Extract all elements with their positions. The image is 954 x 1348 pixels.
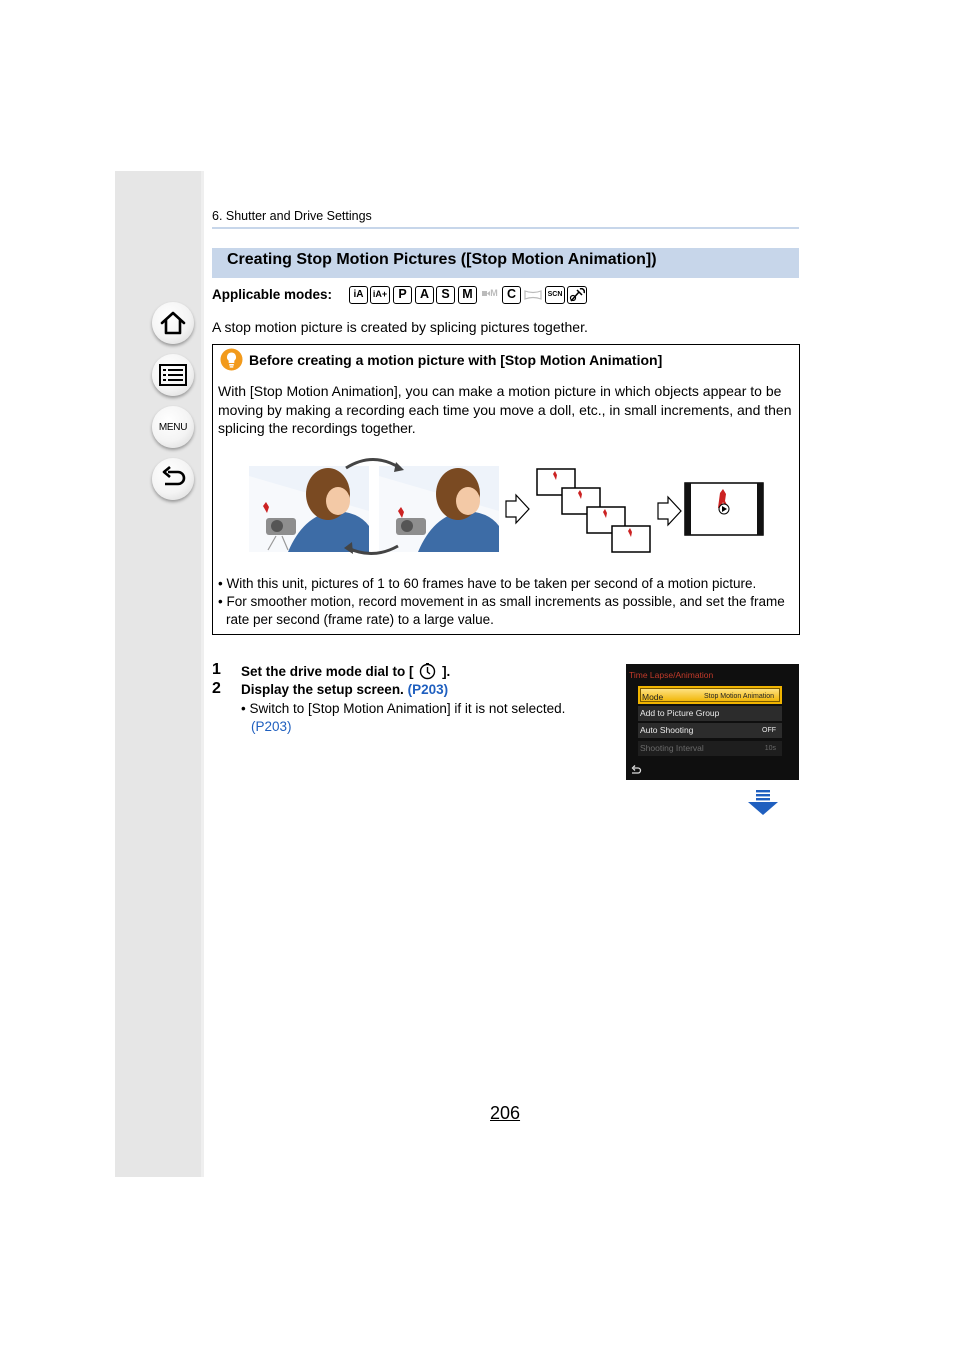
tip-paragraph: With [Stop Motion Animation], you can make a motion picture in which objects appear to be moving by making a recording each time you move a doll, etc., in small increments, and then splicing the recordings together. bbox=[218, 383, 792, 436]
camera-row-mode[interactable]: Mode Stop Motion Animation bbox=[638, 686, 782, 704]
step-1-text: Set the drive mode dial to [ ]. bbox=[241, 664, 451, 679]
applicable-modes-label: Applicable modes: bbox=[212, 287, 333, 302]
mode-icon-panorama bbox=[523, 286, 543, 304]
step-2-subnote-link[interactable]: (P203) bbox=[251, 719, 292, 734]
camera-row-auto-shooting[interactable]: Auto Shooting OFF bbox=[638, 723, 782, 738]
menu-button-label: MENU bbox=[158, 421, 188, 433]
mode-icon-c: C bbox=[502, 286, 521, 304]
header-divider bbox=[212, 227, 799, 229]
menu-button[interactable] bbox=[152, 406, 194, 448]
stop-motion-illustration bbox=[248, 456, 768, 556]
frame-stack bbox=[537, 469, 650, 552]
mode-icon-m: M bbox=[458, 286, 477, 304]
step-2-number: 2 bbox=[212, 680, 221, 697]
camera-setup-screen bbox=[626, 664, 799, 780]
mode-icon-creative-video: M bbox=[480, 286, 500, 304]
tip-bullet-2: • For smoother motion, record movement in as small increments as possible, and set the frame rate per second (frame rate) to a large value. bbox=[218, 594, 785, 627]
back-button[interactable] bbox=[152, 458, 194, 500]
scene-right bbox=[379, 466, 499, 552]
step-2-text: Display the setup screen. (P203) bbox=[241, 682, 449, 697]
contents-button[interactable] bbox=[152, 354, 194, 396]
list-icon bbox=[158, 363, 188, 387]
camera-screen-title: Time Lapse/Animation bbox=[629, 670, 714, 680]
back-arrow-icon bbox=[159, 466, 187, 492]
playback-frame bbox=[685, 483, 763, 535]
panorama-icon bbox=[524, 289, 542, 301]
step-2-link[interactable]: (P203) bbox=[407, 682, 449, 697]
scene-left bbox=[249, 466, 369, 552]
camera-back-icon[interactable] bbox=[630, 765, 642, 775]
next-page-arrow-icon[interactable] bbox=[747, 790, 779, 816]
mode-icon-creative-control bbox=[567, 286, 587, 304]
intro-text: A stop motion picture is created by splicing pictures together. bbox=[212, 319, 588, 335]
lightbulb-icon bbox=[220, 348, 243, 371]
step-1-number: 1 bbox=[212, 661, 221, 678]
step-2-subnote: • Switch to [Stop Motion Animation] if it is not selected. (P203) bbox=[241, 701, 566, 734]
creative-control-icon bbox=[569, 288, 585, 302]
drive-mode-interval-icon bbox=[419, 663, 436, 680]
home-icon bbox=[159, 309, 187, 337]
section-title: Creating Stop Motion Pictures ([Stop Motion Animation]) bbox=[212, 248, 799, 278]
mode-icon-s: S bbox=[436, 286, 455, 304]
mode-icon-ia: iA bbox=[349, 286, 368, 304]
mode-icon-scn: SCN bbox=[545, 286, 565, 304]
mode-icon-ia-plus: iA+ bbox=[370, 286, 390, 304]
camera-row-add-to-picture-group[interactable]: Add to Picture Group bbox=[638, 706, 782, 721]
mode-icon-p: P bbox=[393, 286, 412, 304]
breadcrumb: 6. Shutter and Drive Settings bbox=[212, 209, 372, 223]
page-number: 206 bbox=[490, 1103, 521, 1123]
mode-icon-a: A bbox=[415, 286, 434, 304]
tip-title: Before creating a motion picture with [Stop Motion Animation] bbox=[249, 352, 663, 368]
tip-bullet-1: • With this unit, pictures of 1 to 60 frames have to be taken per second of a motion picture. bbox=[218, 576, 757, 591]
camera-row-shooting-interval: Shooting Interval 10s bbox=[638, 741, 782, 756]
home-button[interactable] bbox=[152, 302, 194, 344]
